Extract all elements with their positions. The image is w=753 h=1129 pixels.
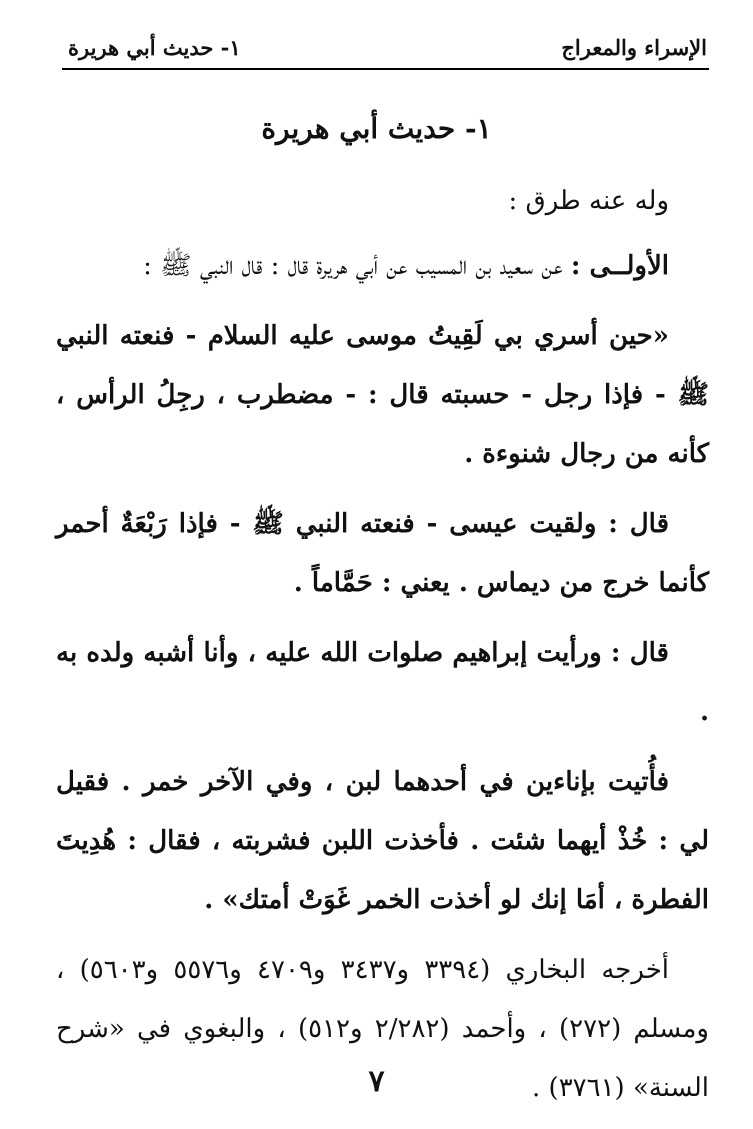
paragraph-hadith-moses: «حين أسري بي لَقِيتُ موسى عليه السلام - فنعته النبي ﷺ - فإذا رجل - حسبته قال : - مضطرب ، رجِلُ الرأس ، كأنه من رجال شنوءة . xyxy=(56,321,709,469)
paragraph-hadith-vessels: فأُتيت بإناءين في أحدهما لبن ، وفي الآخر خمر . فقيل لي : خُذْ أيهما شئت . فأخذت اللبن فشربته ، فقال : هُدِيتَ الفطرة ، أمَا إنك لو أخذت الخمر غَوَتْ أمتك» . xyxy=(56,767,709,915)
first-route-label: الأولــى : xyxy=(570,251,669,281)
page-number: ٧ xyxy=(368,1064,385,1099)
body-text xyxy=(56,172,709,1129)
section-header-label: ١- حديث أبي هريرة xyxy=(68,34,241,60)
running-header xyxy=(62,26,709,70)
paragraph-intro: وله عنه طرق : xyxy=(508,186,669,216)
paragraph-takhrij: أخرجه البخاري (٣٣٩٤ و٣٤٣٧ و٤٧٠٩ و٥٥٧٦ و٥٦٠٣) ، ومسلم (٢٧٢) ، وأحمد (٢/٢٨٢ و٥١٢) ، والبغوي في «شرح السنة» (٣٧٦١) . xyxy=(56,955,709,1103)
paragraph-hadith-jesus: قال : ولقيت عيسى - فنعته النبي ﷺ - فإذا رَبْعَةٌ أحمر كأنما خرج من ديماس . يعني : حَمَّاماً . xyxy=(56,509,709,598)
book-title: الإسراء والمعراج xyxy=(561,34,707,60)
section-title: ١- حديث أبي هريرة xyxy=(261,112,492,145)
paragraph-hadith-abraham: قال : ورأيت إبراهيم صلوات الله عليه ، وأنا أشبه ولده به . xyxy=(56,638,709,727)
first-route-text: عن سعيد بن المسيب عن أبي هريرة قال : قال النبي ﷺ : xyxy=(143,251,571,281)
paragraph-first-route xyxy=(56,237,709,296)
